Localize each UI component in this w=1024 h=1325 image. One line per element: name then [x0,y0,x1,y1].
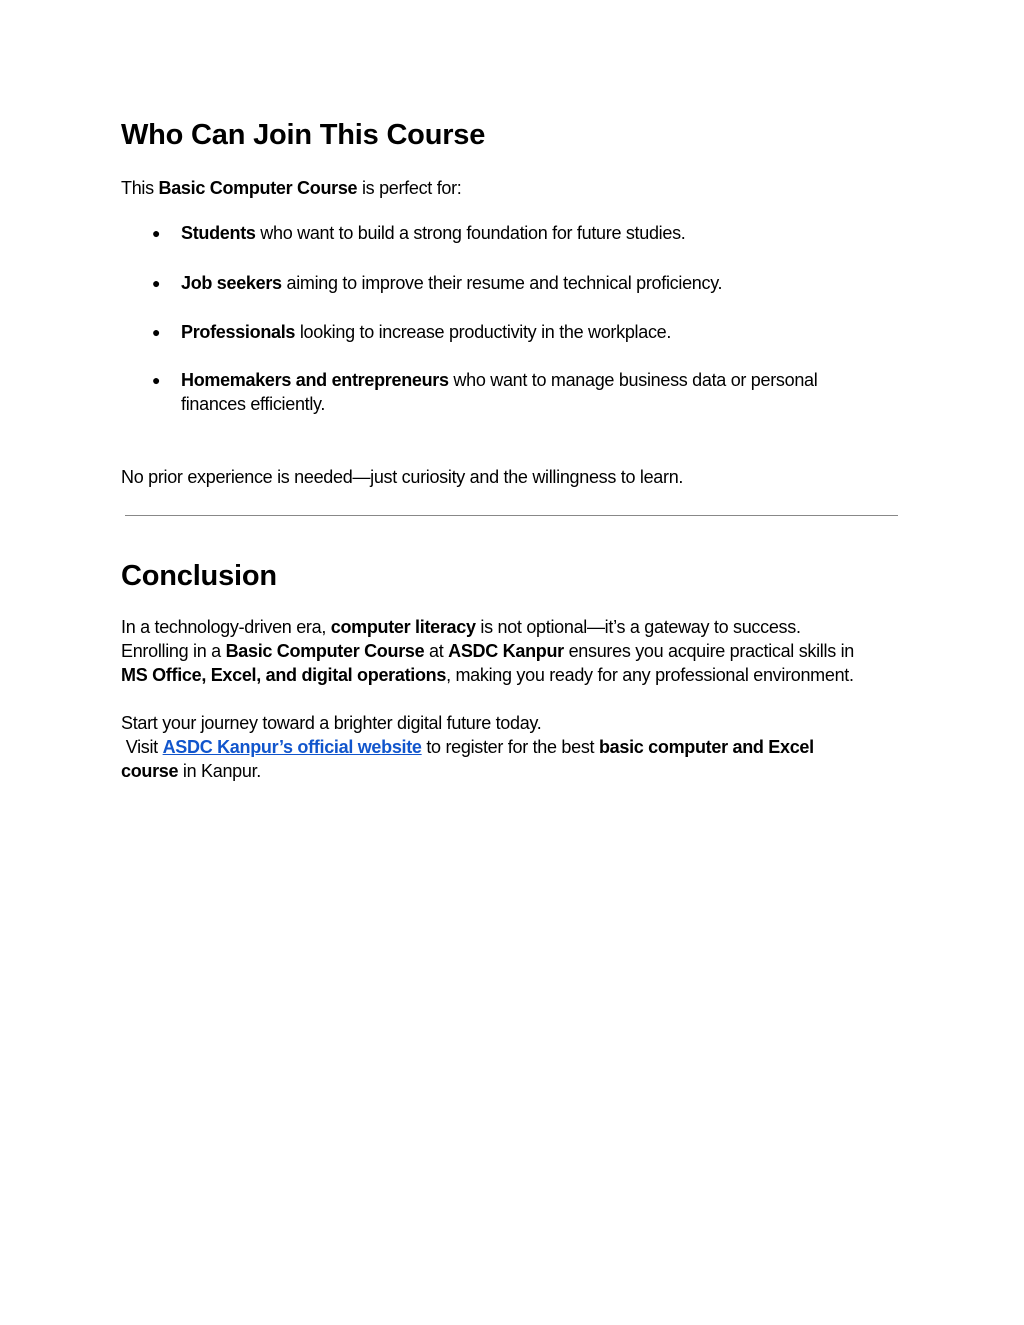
text: at [424,641,449,661]
bold-text: MS Office, Excel, and digital operations [121,665,447,685]
intro-bold: Basic Computer Course [158,178,358,198]
conclusion-paragraph [121,615,854,687]
list-item-bold: Homemakers and entrepreneurs [181,370,449,390]
bold-text: basic computer and Excel [598,737,814,757]
list-item [181,221,686,245]
bold-text: computer literacy [330,617,476,637]
call-to-action-paragraph [121,711,814,783]
list-item [181,368,817,416]
bold-text: ASDC Kanpur [448,641,564,661]
list-item-bold: Students [181,223,256,243]
list-item-bold: Professionals [181,322,296,342]
bold-text: course [121,761,179,781]
text: to register for the best [421,737,599,757]
text: Enrolling in a [121,641,226,661]
list-item-text: looking to increase productivity in the workplace. [295,322,672,342]
bullet-icon: ● [152,275,161,291]
text: Visit [121,737,163,757]
list-item [181,271,722,295]
text: In a technology-driven era, [121,617,331,637]
list-item-text: who want to build a strong foundation for future studies. [255,223,686,243]
list-item-text: who want to manage business data or personal [448,370,818,390]
text: ensures you acquire practical skills in [563,641,855,661]
bullet-icon: ● [152,372,161,388]
text: Start your journey toward a brighter digital future today. [121,713,542,733]
list-item [181,320,671,344]
list-item-text: aiming to improve their resume and technical proficiency. [281,273,723,293]
text: in Kanpur. [178,761,261,781]
text: is not optional—it’s a gateway to success. [475,617,801,637]
intro-text [121,176,462,200]
heading-conclusion: Conclusion [121,560,277,592]
bullet-icon: ● [152,225,161,241]
intro-a: This [121,178,159,198]
no-experience-note: No prior experience is needed—just curiosity and the willingness to learn. [121,467,684,487]
asdc-website-link[interactable]: ASDC Kanpur’s official website [162,737,422,757]
section-divider [125,515,898,516]
intro-c: is perfect for: [357,178,462,198]
list-item-bold: Job seekers [181,273,282,293]
bullet-icon: ● [152,324,161,340]
list-item-text-cont: finances efficiently. [181,394,326,414]
heading-who-can-join: Who Can Join This Course [121,119,486,151]
bold-text: Basic Computer Course [225,641,425,661]
text: , making you ready for any professional environment. [446,665,854,685]
